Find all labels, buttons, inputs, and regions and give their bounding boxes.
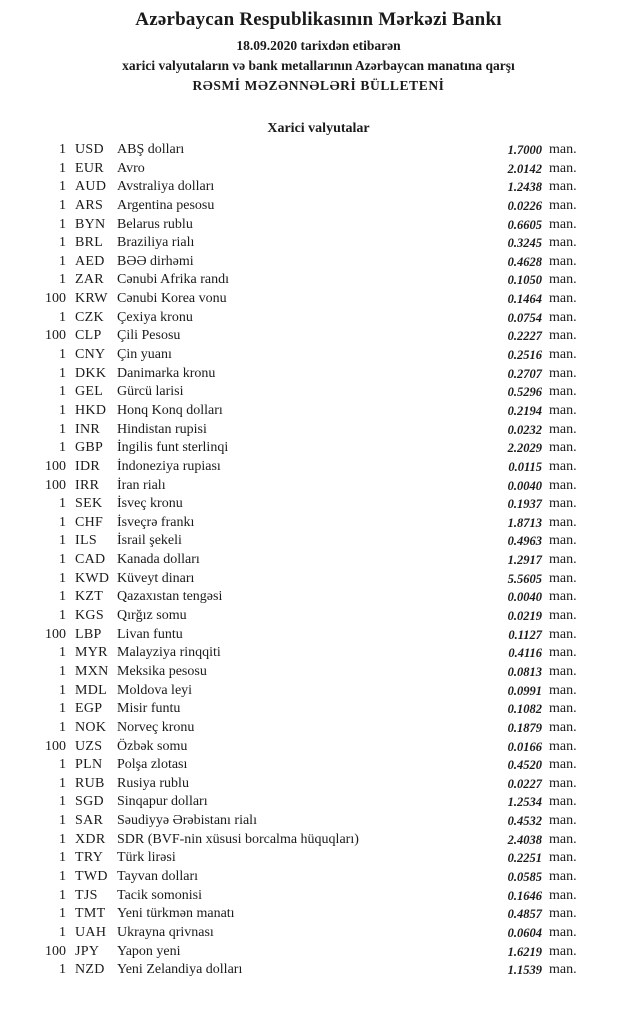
- exchange-rate: 0.4116: [508, 646, 542, 661]
- currency-name: Tacik somonisi: [117, 887, 202, 903]
- currency-code: UZS: [75, 738, 103, 754]
- exchange-rate: 2.4038: [507, 832, 542, 847]
- currency-quantity: 1: [59, 757, 66, 773]
- currency-code: PLN: [75, 757, 103, 773]
- currency-name: Moldova leyi: [117, 682, 193, 698]
- currency-code: TWD: [75, 868, 108, 884]
- currency-name: Belarus rublu: [117, 216, 193, 232]
- currency-code: CHF: [75, 514, 104, 530]
- rate-row: [0, 514, 637, 533]
- currency-unit: man.: [549, 719, 577, 735]
- currency-unit: man.: [549, 850, 577, 866]
- currency-unit: man.: [549, 347, 577, 363]
- currency-name: Səudiyyə Ərəbistanı rialı: [117, 813, 257, 829]
- currency-quantity: 1: [59, 552, 66, 568]
- rate-row: [0, 868, 637, 887]
- rate-row: [0, 719, 637, 738]
- rate-row: [0, 309, 637, 328]
- currency-unit: man.: [549, 384, 577, 400]
- currency-name: SDR (BVF-nin xüsusi borcalma hüquqları): [117, 831, 359, 847]
- rate-row: [0, 682, 637, 701]
- exchange-rate: 0.0040: [507, 478, 542, 493]
- currency-code: CZK: [75, 309, 104, 325]
- currency-quantity: 1: [59, 440, 66, 456]
- currency-name: Danimarka kronu: [117, 365, 216, 381]
- currency-unit: man.: [549, 701, 577, 717]
- rate-row: [0, 271, 637, 290]
- rate-row: [0, 588, 637, 607]
- currency-unit: man.: [549, 831, 577, 847]
- currency-code: KGS: [75, 608, 104, 624]
- exchange-rate: 2.2029: [507, 441, 542, 456]
- currency-name: Meksika pesosu: [117, 663, 207, 679]
- exchange-rate: 2.0142: [507, 161, 542, 176]
- rate-row: [0, 141, 637, 160]
- rate-row: [0, 924, 637, 943]
- rate-row: [0, 700, 637, 719]
- currency-unit: man.: [549, 458, 577, 474]
- currency-name: Çexiya kronu: [117, 309, 193, 325]
- currency-unit: man.: [549, 309, 577, 325]
- exchange-rate: 0.1082: [507, 702, 542, 717]
- currency-code: GBP: [75, 440, 104, 456]
- currency-code: NOK: [75, 719, 107, 735]
- currency-code: DKK: [75, 365, 107, 381]
- exchange-rate: 0.0226: [507, 198, 542, 213]
- currency-unit: man.: [549, 402, 577, 418]
- rate-row: [0, 663, 637, 682]
- rate-row: [0, 738, 637, 757]
- rate-row: [0, 365, 637, 384]
- currency-code: TJS: [75, 887, 98, 903]
- currency-unit: man.: [549, 216, 577, 232]
- currency-name: Tayvan dolları: [117, 868, 199, 884]
- currency-quantity: 1: [59, 253, 66, 269]
- currency-unit: man.: [549, 775, 577, 791]
- currency-unit: man.: [549, 235, 577, 251]
- rate-row: [0, 458, 637, 477]
- exchange-rate: 0.0219: [507, 609, 542, 624]
- currency-quantity: 1: [59, 347, 66, 363]
- currency-code: SGD: [75, 794, 104, 810]
- currency-unit: man.: [549, 160, 577, 176]
- currency-name: ABŞ dolları: [117, 142, 185, 157]
- currency-quantity: 1: [59, 775, 66, 791]
- rate-row: [0, 495, 637, 514]
- rate-row: [0, 532, 637, 551]
- exchange-rate: 0.1879: [507, 720, 542, 735]
- exchange-rate: 0.0227: [507, 776, 542, 791]
- exchange-rate: 0.1937: [507, 497, 542, 512]
- currency-code: IRR: [75, 477, 100, 493]
- currency-unit: man.: [549, 682, 577, 698]
- exchange-rate: 0.6605: [507, 217, 542, 232]
- currency-code: SEK: [75, 496, 103, 512]
- currency-code: CLP: [75, 328, 102, 344]
- currency-unit: man.: [549, 142, 577, 157]
- currency-unit: man.: [549, 533, 577, 549]
- currency-quantity: 1: [59, 235, 66, 251]
- rate-row: [0, 644, 637, 663]
- exchange-rate: 0.0585: [507, 869, 542, 884]
- bulletin-name: RƏSMİ MƏZƏNNƏLƏRİ BÜLLETENİ: [192, 78, 445, 93]
- currency-quantity: 1: [59, 663, 66, 679]
- currency-code: TRY: [75, 850, 104, 866]
- rate-row: [0, 905, 637, 924]
- exchange-rate: 0.0604: [507, 925, 542, 940]
- bulletin-header: [0, 8, 637, 96]
- currency-unit: man.: [549, 179, 577, 195]
- currency-quantity: 100: [45, 328, 66, 344]
- currency-name: Livan funtu: [117, 626, 183, 642]
- currency-quantity: 1: [59, 645, 66, 661]
- exchange-rate: 0.0040: [507, 590, 542, 605]
- currency-quantity: 1: [59, 608, 66, 624]
- currency-name: Qazaxıstan tengəsi: [117, 589, 223, 605]
- currency-quantity: 1: [59, 272, 66, 288]
- currency-unit: man.: [549, 645, 577, 661]
- currency-name: Polşa zlotası: [117, 757, 188, 773]
- currency-quantity: 1: [59, 831, 66, 847]
- currency-name: Cənubi Korea vonu: [117, 291, 227, 307]
- currency-name: Küveyt dinarı: [117, 570, 195, 586]
- currency-code: AUD: [75, 179, 107, 195]
- currency-unit: man.: [549, 868, 577, 884]
- rate-row: [0, 551, 637, 570]
- currency-code: ARS: [75, 197, 104, 213]
- currency-unit: man.: [549, 197, 577, 213]
- currency-code: SAR: [75, 813, 104, 829]
- exchange-rate: 0.0166: [507, 739, 542, 754]
- currency-unit: man.: [549, 589, 577, 605]
- currency-quantity: 1: [59, 309, 66, 325]
- exchange-rate: 0.0115: [508, 459, 542, 474]
- currency-name: Hindistan rupisi: [117, 421, 207, 437]
- currency-quantity: 100: [45, 477, 66, 493]
- currency-code: ILS: [75, 533, 97, 549]
- currency-quantity: 1: [59, 906, 66, 922]
- currency-quantity: 1: [59, 421, 66, 437]
- rate-row: [0, 943, 637, 962]
- currency-unit: man.: [549, 924, 577, 940]
- rate-row: [0, 793, 637, 812]
- rate-row: [0, 961, 637, 980]
- exchange-rate: 0.1646: [507, 888, 542, 903]
- currency-code: JPY: [75, 943, 100, 959]
- currency-name: Gürcü larisi: [117, 384, 184, 400]
- currency-code: MDL: [75, 682, 108, 698]
- currency-code: BRL: [75, 235, 104, 251]
- currency-name: İsrail şekeli: [117, 533, 182, 549]
- currency-unit: man.: [549, 757, 577, 773]
- currency-quantity: 1: [59, 924, 66, 940]
- currency-quantity: 1: [59, 570, 66, 586]
- currency-unit: man.: [549, 887, 577, 903]
- currency-code: TMT: [75, 906, 106, 922]
- currency-quantity: 1: [59, 701, 66, 717]
- rate-row: [0, 887, 637, 906]
- currency-name: Yeni Zelandiya dolları: [117, 962, 243, 978]
- currency-code: ZAR: [75, 272, 104, 288]
- exchange-rate: 0.4520: [507, 758, 542, 773]
- currency-name: İran rialı: [117, 477, 166, 493]
- currency-unit: man.: [549, 253, 577, 269]
- rate-row: [0, 346, 637, 365]
- rate-row: [0, 849, 637, 868]
- rate-row: [0, 290, 637, 309]
- currency-unit: man.: [549, 794, 577, 810]
- currency-name: Norveç kronu: [117, 719, 195, 735]
- exchange-rate: 0.2251: [507, 851, 542, 866]
- currency-name: Avstraliya dolları: [117, 179, 215, 195]
- currency-quantity: 1: [59, 887, 66, 903]
- section-title: Xarici valyutalar: [267, 121, 370, 136]
- currency-code: KWD: [75, 570, 110, 586]
- currency-name: Honq Konq dolları: [117, 402, 223, 418]
- exchange-rate: 1.2438: [507, 180, 542, 195]
- currency-code: MYR: [75, 645, 108, 661]
- exchange-rate: 0.0754: [507, 310, 542, 325]
- exchange-rate: 0.1050: [507, 273, 542, 288]
- currency-code: EUR: [75, 160, 104, 176]
- currency-quantity: 1: [59, 850, 66, 866]
- currency-quantity: 1: [59, 794, 66, 810]
- exchange-rate: 1.2917: [507, 553, 542, 568]
- currency-code: NZD: [75, 962, 105, 978]
- currency-quantity: 1: [59, 384, 66, 400]
- currency-name: Cənubi Afrika randı: [117, 272, 229, 288]
- currency-name: Özbək somu: [117, 738, 188, 754]
- currency-name: Yapon yeni: [117, 943, 181, 959]
- rate-row: [0, 812, 637, 831]
- currency-quantity: 1: [59, 719, 66, 735]
- currency-unit: man.: [549, 272, 577, 288]
- currency-code: RUB: [75, 775, 105, 791]
- currency-name: İsveç kronu: [117, 496, 183, 512]
- currency-quantity: 1: [59, 365, 66, 381]
- rate-row: [0, 477, 637, 496]
- currency-unit: man.: [549, 552, 577, 568]
- currency-unit: man.: [549, 440, 577, 456]
- currency-name: Misir funtu: [117, 701, 181, 717]
- currency-quantity: 1: [59, 589, 66, 605]
- currency-code: KZT: [75, 589, 104, 605]
- currency-unit: man.: [549, 962, 577, 978]
- currency-code: XDR: [75, 831, 106, 847]
- currency-name: Rusiya rublu: [117, 775, 189, 791]
- bank-title: Azərbaycan Respublikasının Mərkəzi Bankı: [135, 9, 502, 30]
- exchange-rate: 5.5605: [507, 571, 542, 586]
- currency-quantity: 1: [59, 216, 66, 232]
- exchange-rate: 0.1127: [508, 627, 542, 642]
- currency-quantity: 100: [45, 291, 66, 307]
- currency-quantity: 1: [59, 514, 66, 530]
- currency-unit: man.: [549, 906, 577, 922]
- exchange-rate: 0.5296: [507, 385, 542, 400]
- currency-quantity: 1: [59, 160, 66, 176]
- currency-unit: man.: [549, 496, 577, 512]
- currency-name: İsveçrə frankı: [117, 514, 195, 530]
- currency-code: BYN: [75, 216, 106, 232]
- exchange-rate: 1.7000: [507, 143, 542, 157]
- exchange-rate: 0.2227: [507, 329, 542, 344]
- currency-unit: man.: [549, 291, 577, 307]
- rate-row: [0, 216, 637, 235]
- rate-row: [0, 421, 637, 440]
- currency-quantity: 1: [59, 179, 66, 195]
- currency-quantity: 1: [59, 682, 66, 698]
- exchange-rate: 0.2516: [507, 348, 542, 363]
- exchange-rate: 1.1539: [507, 963, 542, 978]
- exchange-rate: 0.1464: [507, 292, 542, 307]
- currency-code: MXN: [75, 663, 109, 679]
- currency-code: EGP: [75, 701, 103, 717]
- exchange-rate: 0.2194: [507, 403, 542, 418]
- bulletin-subtitle: xarici valyutaların və bank metallarının Azərbaycan manatına qarşı: [122, 58, 515, 73]
- currency-code: KRW: [75, 291, 108, 307]
- rate-row: [0, 234, 637, 253]
- currency-name: Çili Pesosu: [117, 328, 181, 344]
- currency-name: Türk lirəsi: [117, 850, 176, 866]
- currency-quantity: 1: [59, 813, 66, 829]
- currency-name: BƏƏ dirhəmi: [117, 253, 194, 269]
- exchange-rate: 0.0991: [507, 683, 542, 698]
- currency-quantity: 100: [45, 738, 66, 754]
- currency-name: Kanada dolları: [117, 552, 200, 568]
- exchange-rate: 0.4963: [507, 534, 542, 549]
- currency-unit: man.: [549, 738, 577, 754]
- rates-table: [0, 141, 637, 980]
- currency-name: İndoneziya rupiası: [117, 458, 221, 474]
- currency-name: Qırğız somu: [117, 608, 187, 624]
- currency-code: USD: [75, 142, 104, 157]
- exchange-rate: 0.4628: [507, 254, 542, 269]
- currency-name: Çin yuanı: [117, 347, 172, 363]
- exchange-rate: 0.0232: [507, 422, 542, 437]
- currency-code: INR: [75, 421, 101, 437]
- currency-quantity: 1: [59, 197, 66, 213]
- currency-code: HKD: [75, 402, 107, 418]
- currency-name: İngilis funt sterlinqi: [117, 440, 229, 456]
- currency-name: Ukrayna qrivnası: [117, 924, 214, 940]
- currency-code: IDR: [75, 458, 101, 474]
- currency-unit: man.: [549, 365, 577, 381]
- currency-name: Avro: [117, 160, 145, 176]
- currency-name: Yeni türkmən manatı: [117, 906, 235, 922]
- currency-unit: man.: [549, 421, 577, 437]
- currency-quantity: 100: [45, 626, 66, 642]
- exchange-rate: 0.2707: [507, 366, 542, 381]
- currency-unit: man.: [549, 813, 577, 829]
- rate-row: [0, 439, 637, 458]
- exchange-rate: 1.2534: [507, 795, 542, 810]
- currency-name: Sinqapur dolları: [117, 794, 208, 810]
- rate-row: [0, 160, 637, 179]
- rate-row: [0, 327, 637, 346]
- currency-unit: man.: [549, 514, 577, 530]
- currency-quantity: 1: [59, 402, 66, 418]
- exchange-rate: 1.8713: [507, 515, 542, 530]
- rate-row: [0, 775, 637, 794]
- currency-code: LBP: [75, 626, 102, 642]
- rate-row: [0, 607, 637, 626]
- currency-quantity: 1: [59, 962, 66, 978]
- exchange-rate: 0.4532: [507, 814, 542, 829]
- rate-row: [0, 570, 637, 589]
- currency-code: CNY: [75, 347, 106, 363]
- effective-date: 18.09.2020 tarixdən etibarən: [236, 38, 401, 53]
- currency-code: GEL: [75, 384, 104, 400]
- currency-name: Argentina pesosu: [117, 197, 215, 213]
- rate-row: [0, 402, 637, 421]
- currency-unit: man.: [549, 626, 577, 642]
- rate-row: [0, 831, 637, 850]
- currency-quantity: 1: [59, 533, 66, 549]
- exchange-rate: 0.4857: [507, 907, 542, 922]
- currency-name: Malayziya rinqqiti: [117, 645, 221, 661]
- currency-quantity: 1: [59, 496, 66, 512]
- currency-name: Braziliya rialı: [117, 235, 195, 251]
- currency-code: UAH: [75, 924, 107, 940]
- rate-row: [0, 253, 637, 272]
- currency-unit: man.: [549, 663, 577, 679]
- currency-code: AED: [75, 253, 105, 269]
- rate-row: [0, 178, 637, 197]
- rate-row: [0, 383, 637, 402]
- rate-row: [0, 197, 637, 216]
- currency-code: CAD: [75, 552, 106, 568]
- currency-quantity: 1: [59, 142, 66, 157]
- currency-unit: man.: [549, 328, 577, 344]
- currency-quantity: 100: [45, 458, 66, 474]
- currency-unit: man.: [549, 943, 577, 959]
- exchange-rate: 1.6219: [507, 944, 542, 959]
- rate-row: [0, 626, 637, 645]
- currency-unit: man.: [549, 570, 577, 586]
- exchange-rate: 0.3245: [507, 236, 542, 251]
- currency-quantity: 100: [45, 943, 66, 959]
- rate-row: [0, 756, 637, 775]
- currency-quantity: 1: [59, 868, 66, 884]
- exchange-rate: 0.0813: [507, 664, 542, 679]
- currency-unit: man.: [549, 608, 577, 624]
- currency-unit: man.: [549, 477, 577, 493]
